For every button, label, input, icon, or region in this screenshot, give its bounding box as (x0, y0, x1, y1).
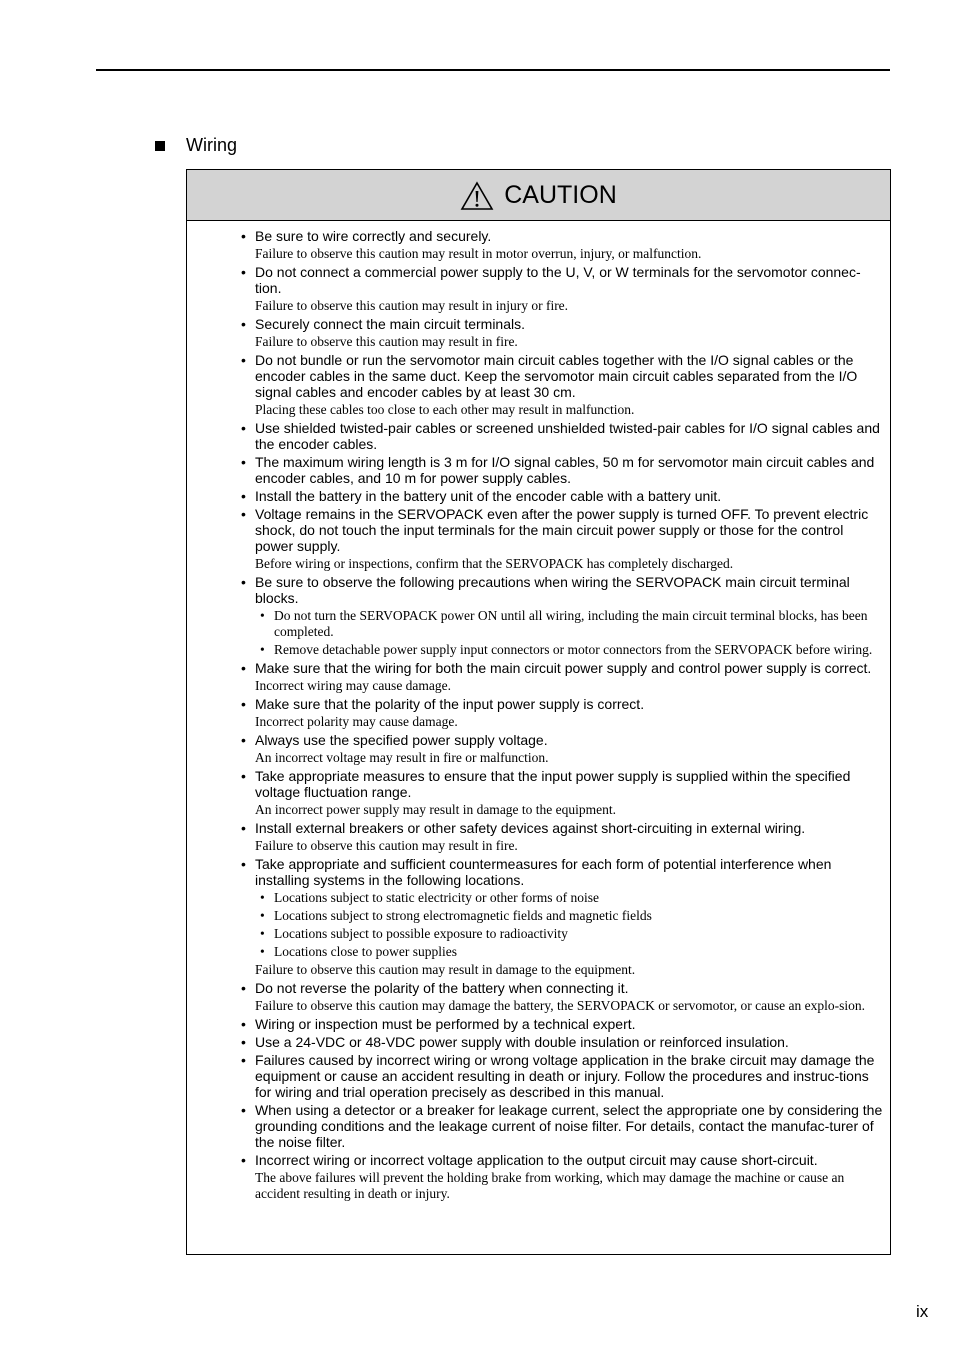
caution-item-text: Use shielded twisted-pair cables or screened unshielded twisted-pair cables for I/O signal cables and the encoder cables. (255, 420, 880, 452)
bullet-icon: • (241, 660, 246, 676)
caution-subitem (255, 608, 884, 640)
warning-triangle-icon (460, 181, 494, 211)
caution-header (187, 170, 890, 221)
caution-item-text: Make sure that the wiring for both the main circuit power supply and control power supply is correct. (255, 660, 872, 676)
caution-item-text: Install external breakers or other safety devices against short-circuiting in external wiring. (255, 820, 806, 836)
sub-bullet-icon: • (260, 908, 265, 923)
caution-subitem (255, 944, 884, 960)
bullet-icon: • (241, 1152, 246, 1168)
caution-item (241, 856, 884, 978)
caution-item-text: Take appropriate and sufficient countermeasures for each form of potential interference when installing systems in the following locations. (255, 856, 832, 888)
caution-item (241, 352, 884, 418)
filled-square-icon (155, 141, 165, 151)
sub-bullet-icon: • (260, 944, 265, 959)
sub-bullet-icon: • (260, 608, 265, 623)
caution-item-text: Wiring or inspection must be performed by a technical expert. (255, 1016, 636, 1032)
caution-box (186, 169, 891, 1255)
caution-item-text: Voltage remains in the SERVOPACK even after the power supply is turned OFF. To prevent electric shock, do not touch the input terminals for the main circuit power supply or those for the control power supply. (255, 506, 869, 554)
caution-item-text: Do not reverse the polarity of the battery when connecting it. (255, 980, 629, 996)
bullet-icon: • (241, 316, 246, 332)
caution-item-note: Failure to observe this caution may damage the battery, the SERVOPACK or servomotor, or cause an explo-sion. (255, 998, 865, 1013)
caution-item-text: The maximum wiring length is 3 m for I/O signal cables, 50 m for servomotor main circuit cables and encoder cables, and 10 m for power supply cables. (255, 454, 875, 486)
caution-subitem (255, 926, 884, 942)
caution-item-note: Before wiring or inspections, confirm that the SERVOPACK has completely discharged. (255, 556, 734, 571)
caution-item-note: An incorrect power supply may result in damage to the equipment. (255, 802, 617, 817)
caution-item-text: Use a 24-VDC or 48-VDC power supply with double insulation or reinforced insulation. (255, 1034, 789, 1050)
caution-item-text: Incorrect wiring or incorrect voltage application to the output circuit may cause short-circuit. (255, 1152, 818, 1168)
bullet-icon: • (241, 856, 246, 872)
caution-item-note: Failure to observe this caution may result in motor overrun, injury, or malfunction. (255, 246, 702, 261)
caution-subitem (255, 890, 884, 906)
bullet-icon: • (241, 732, 246, 748)
caution-item-text: Be sure to observe the following precautions when wiring the SERVOPACK main circuit terminal blocks. (255, 574, 850, 606)
caution-item-text: When using a detector or a breaker for leakage current, select the appropriate one by considering the grounding conditions and the leakage current of noise filter. For details, contact the manufac-turer of the noise filter. (255, 1102, 883, 1150)
caution-subitem-text: Locations close to power supplies (274, 944, 457, 959)
bullet-icon: • (241, 1052, 246, 1068)
caution-item-text: Always use the specified power supply voltage. (255, 732, 548, 748)
caution-item (241, 228, 884, 262)
bullet-icon: • (241, 1034, 246, 1050)
bullet-icon: • (241, 420, 246, 436)
caution-item-note: Failure to observe this caution may result in fire. (255, 334, 518, 349)
caution-title: CAUTION (504, 180, 617, 209)
sub-bullet-icon: • (260, 890, 265, 905)
caution-item-note: Failure to observe this caution may result in injury or fire. (255, 298, 569, 313)
page-number: ix (916, 1302, 929, 1321)
caution-item (241, 1102, 884, 1150)
caution-item-note: The above failures will prevent the holding brake from working, which may damage the machine or cause an accident resulting in death or injury. (255, 1170, 845, 1201)
caution-list (187, 221, 890, 1202)
bullet-icon: • (241, 506, 246, 522)
section-title: Wiring (186, 135, 238, 155)
caution-item (241, 1016, 884, 1032)
bullet-icon: • (241, 820, 246, 836)
bullet-icon: • (241, 228, 246, 244)
caution-item (241, 454, 884, 486)
bullet-icon: • (241, 1016, 246, 1032)
caution-item-note: Failure to observe this caution may result in fire. (255, 838, 518, 853)
caution-item (241, 574, 884, 658)
bullet-icon: • (241, 488, 246, 504)
caution-item-note: Incorrect wiring may cause damage. (255, 678, 452, 693)
caution-subitem (255, 642, 884, 658)
bullet-icon: • (241, 264, 246, 280)
bullet-icon: • (241, 574, 246, 590)
bullet-icon: • (241, 768, 246, 784)
caution-subitem-text: Locations subject to static electricity or other forms of noise (274, 890, 600, 905)
section-heading (155, 135, 237, 156)
caution-item (241, 1152, 884, 1202)
bullet-icon: • (241, 454, 246, 470)
bullet-icon: • (241, 1102, 246, 1118)
caution-subitem-text: Locations subject to possible exposure to radioactivity (274, 926, 568, 941)
sub-bullet-icon: • (260, 926, 265, 941)
sub-bullet-icon: • (260, 642, 265, 657)
bullet-icon: • (241, 696, 246, 712)
caution-item-note: Incorrect polarity may cause damage. (255, 714, 458, 729)
bullet-icon: • (241, 980, 246, 996)
caution-item-text: Do not bundle or run the servomotor main circuit cables together with the I/O signal cables or the encoder cables in the same duct. Keep the servomotor main circuit cables separated from the I/O signal cables and encoder cables by at least 30 cm. (255, 352, 858, 400)
caution-item-note: Placing these cables too close to each other may result in malfunction. (255, 402, 635, 417)
caution-subitem-text: Do not turn the SERVOPACK power ON until all wiring, including the main circuit terminal blocks, has been completed. (274, 608, 868, 639)
caution-item (241, 420, 884, 452)
caution-item-text: Securely connect the main circuit terminals. (255, 316, 525, 332)
caution-item (241, 732, 884, 766)
caution-item-text: Do not connect a commercial power supply to the U, V, or W terminals for the servomotor connec-tion. (255, 264, 861, 296)
caution-item-text: Failures caused by incorrect wiring or wrong voltage application in the brake circuit may damage the equipment or cause an accident resulting in death or injury. Follow the procedures and instruc-tions for wiring and trial operation precisely as described in this manual. (255, 1052, 875, 1100)
caution-item (241, 316, 884, 350)
caution-subitem-text: Locations subject to strong electromagnetic fields and magnetic fields (274, 908, 652, 923)
caution-item-text: Make sure that the polarity of the input power supply is correct. (255, 696, 645, 712)
caution-item (241, 264, 884, 314)
caution-item (241, 696, 884, 730)
caution-item (241, 1034, 884, 1050)
caution-subitem-text: Remove detachable power supply input connectors or motor connectors from the SERVOPACK before wiring. (274, 642, 873, 657)
caution-item-text: Be sure to wire correctly and securely. (255, 228, 492, 244)
caution-subitem (255, 908, 884, 924)
caution-item-text: Install the battery in the battery unit of the encoder cable with a battery unit. (255, 488, 722, 504)
caution-item (241, 1052, 884, 1100)
caution-item (241, 820, 884, 854)
caution-item-note: An incorrect voltage may result in fire or malfunction. (255, 750, 549, 765)
caution-item-note: Failure to observe this caution may result in damage to the equipment. (255, 962, 636, 977)
caution-item (241, 506, 884, 572)
caution-item-text: Take appropriate measures to ensure that the input power supply is supplied within the specified voltage fluctuation range. (255, 768, 851, 800)
caution-item (241, 768, 884, 818)
caution-item (241, 660, 884, 694)
bullet-icon: • (241, 352, 246, 368)
caution-item (241, 980, 884, 1014)
top-rule (96, 69, 890, 71)
caution-item (241, 488, 884, 504)
